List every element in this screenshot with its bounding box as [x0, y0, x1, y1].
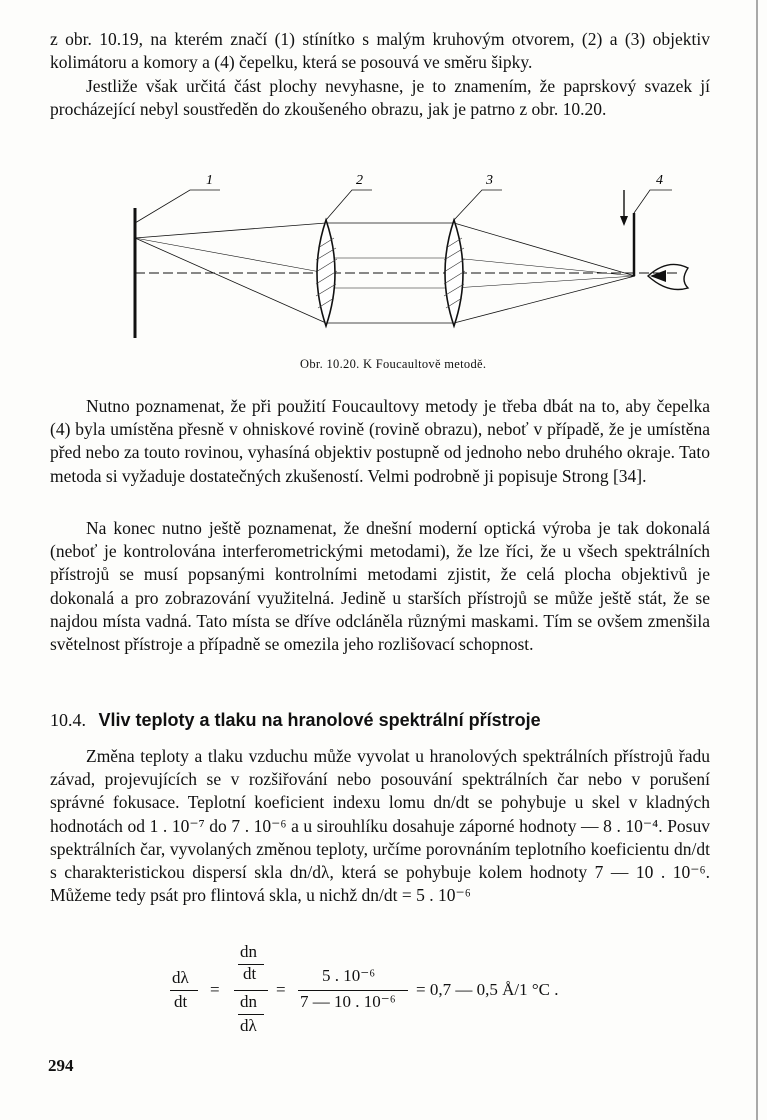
eq-result: = 0,7 — 0,5 Å/1 °C . — [416, 980, 559, 999]
eq-lhs-denominator: dt — [174, 992, 188, 1011]
equation-dispersion — [170, 942, 650, 1040]
collimator-lens — [317, 220, 335, 326]
eq-equals-1: = — [210, 980, 220, 999]
paragraph-intro: z obr. 10.19, na kterém značí (1) stínítko s malým kruhovým otvorem, (2) a (3) objektiv kolimátoru a komory a (4) čepelku, která se posouvá ve směru šipky. — [50, 29, 710, 73]
eq-rhs-numerator: 5 . 10⁻⁶ — [322, 966, 376, 985]
foucault-method-figure — [120, 168, 700, 353]
paragraph-foucault-note: Nutno poznamenat, že při použití Foucaultovy metody je třeba dbát na to, aby čepelka (4) byla umístěna přesně v ohniskové rovině (rovině obrazu), neboť v případě, že je umístěna před nebo za touto rovinou, vyhasíná objektiv postupně od jednoho nebo druhého okraje. Tato metoda si vyžaduje dostatečných zkušeností. Velmi podrobně ji popisuje Strong [34]. — [50, 396, 710, 486]
eq-mid-den-num: dn — [240, 992, 257, 1011]
eq-mid-den-den: dλ — [240, 1016, 257, 1035]
figure-label-4: 4 — [656, 173, 663, 188]
paragraph-focus-check: Jestliže však určitá část plochy nevyhasne, je to znamením, že paprskový svazek jí procházející nebyl soustředěn do zkoušeného obrazu, jak je patrno z obr. 10.20. — [50, 76, 710, 120]
page-edge — [756, 0, 758, 1120]
eye-icon — [648, 264, 688, 289]
eq-lhs-numerator: dλ — [172, 968, 189, 987]
figure-caption: Obr. 10.20. K Foucaultově metodě. — [300, 357, 487, 371]
eq-mid-num-num: dn — [240, 942, 257, 961]
figure-label-3: 3 — [486, 173, 493, 188]
figure-label-1: 1 — [206, 173, 213, 188]
paragraph-optical-quality: Na konec nutno ještě poznamenat, že dnešní moderní optická výroba je tak dokonalá (neboť je kontrolována interferometrickými metodami), že lze říci, že u všech spektrálních přístrojů se musí popsanými kontrolními metodami zjistit, že celá plocha objektivů je dokonalá a pro zobrazování využitelná. Jedině u starších přístrojů se může ještě stát, že se najdou místa vadná. Tato místa se dříve odcláněla různými maskami. Tím se ovšem zmenšila světelnost přístroje a případně se omezila jeho rozlišovací schopnost. — [50, 518, 710, 655]
section-heading — [50, 710, 541, 731]
figure-label-2: 2 — [356, 173, 363, 188]
paragraph-temperature: Změna teploty a tlaku vzduchu může vyvolat u hranolových spektrálních přístrojů řadu závad, projevujících se v rozšiřování nebo posouvání spektrálních čar nebo v porušení správné fokusace. Teplotní koeficient indexu lomu dn/dt se pohybuje u skel v kladných hodnotách od 1 . 10⁻⁷ do 7 . 10⁻⁶ a u sirouhlíku dosahuje záporné hodnoty — 8 . 10⁻⁴. Posuv spektrálních čar, vyvolaných změnou teploty, určíme porovnáním teplotního koeficientu dn/dt s charakteristickou dispersí skla dn/dλ, která se pohybuje kolem hodnoty 7 — 10 . 10⁻⁶. Můžeme tedy psát pro flintová skla, u nichž dn/dt = 5 . 10⁻⁶ — [50, 746, 710, 906]
eq-rhs-denominator: 7 — 10 . 10⁻⁶ — [300, 992, 396, 1011]
camera-lens — [445, 220, 463, 326]
section-title: Vliv teploty a tlaku na hranolové spektrální přístroje — [98, 710, 541, 730]
eq-mid-num-den: dt — [243, 964, 257, 983]
eq-equals-2: = — [276, 980, 286, 999]
section-number: 10.4. — [50, 710, 86, 730]
page-number: 294 — [48, 1056, 74, 1075]
